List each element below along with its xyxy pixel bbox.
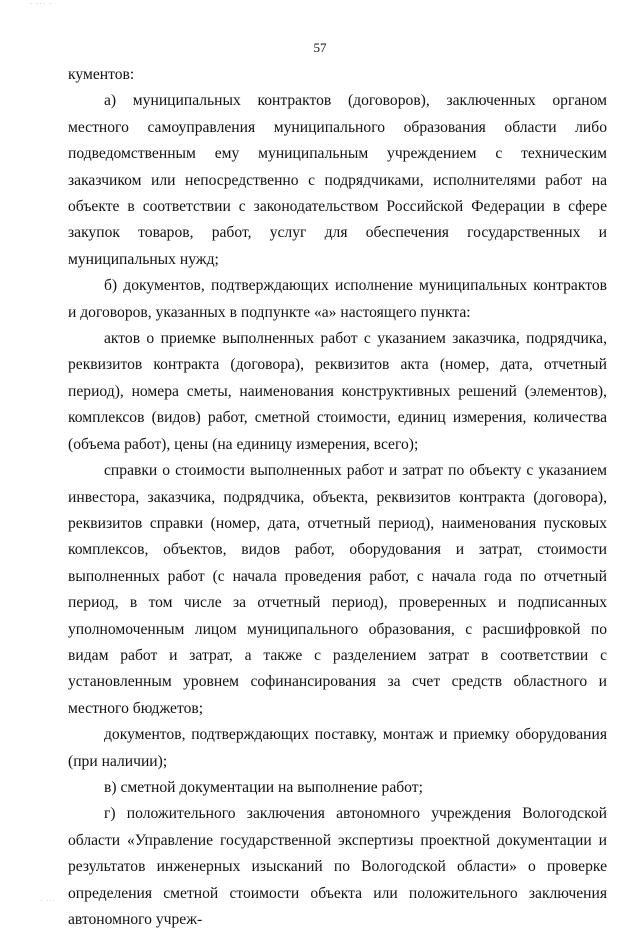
paragraph-continuation: кументов:: [68, 66, 135, 83]
paragraph-certificates: справки о стоимости выполненных работ и затрат по объекту с указанием инвестора, заказчика, подрядчика, объекта, реквизитов контракта (договора), реквизитов справки (номер, дата, отчетный период), наименования пусковых комплексов, объектов, видов работ, оборудования и затрат, стоимости выполненных работ (с начала проведения работ, с начала года по отчетный период, в том числе за отчетный период), проверенных и подписанных уполномоченным лицом муниципального образования, с расшифровкой по видам работ и затрат, а также с разделением затрат в соответствии с установленным уровнем софинансирования за счет средств областного и местного бюджетов;: [68, 462, 607, 717]
body-text: [68, 62, 607, 933]
paragraph-equipment: документов, подтверждающих поставку, монтаж и приемку оборудования (при наличии);: [68, 726, 607, 770]
paragraph-acts: актов о приемке выполненных работ с указанием заказчика, подрядчика, реквизитов контракта (договора), реквизитов акта (номер, дата, отчетный период), номера сметы, наименования конструктивных решений (элементов), комплексов (видов) работ, сметной стоимости, единиц измерения, количества (объема работ), цены (на единицу измерения, всего);: [68, 330, 607, 453]
scan-mark-bottom: · ···: [40, 897, 57, 905]
paragraph-item-a: а) муниципальных контрактов (договоров), заключенных органом местного самоуправления муниципального образования области либо подведомственным ему муниципальным учреждением с техническим заказчиком или непосредственно с подрядчиками, исполнителями работ на объекте в соответствии с законодательством Российской Федерации в сфере закупок товаров, работ, услуг для обеспечения государственных и муниципальных нужд;: [68, 92, 607, 268]
paragraph-item-v: в) сметной документации на выполнение работ;: [104, 778, 423, 796]
page-number: 57: [313, 40, 327, 55]
paragraph-item-b: б) документов, подтверждающих исполнение муниципальных контрактов и договоров, указанных в подпункте «а» настоящего пункта:: [68, 277, 607, 321]
paragraph-item-g: г) положительного заключения автономного учреждения Вологодской области «Управление государственной экспертизы проектной документации и результатов инженерных изысканий по Вологодской области» о проверке определения сметной стоимости объекта или положительного заключения автономного учреж-: [68, 805, 607, 928]
scan-mark-top: · ··· ·: [30, 0, 53, 8]
